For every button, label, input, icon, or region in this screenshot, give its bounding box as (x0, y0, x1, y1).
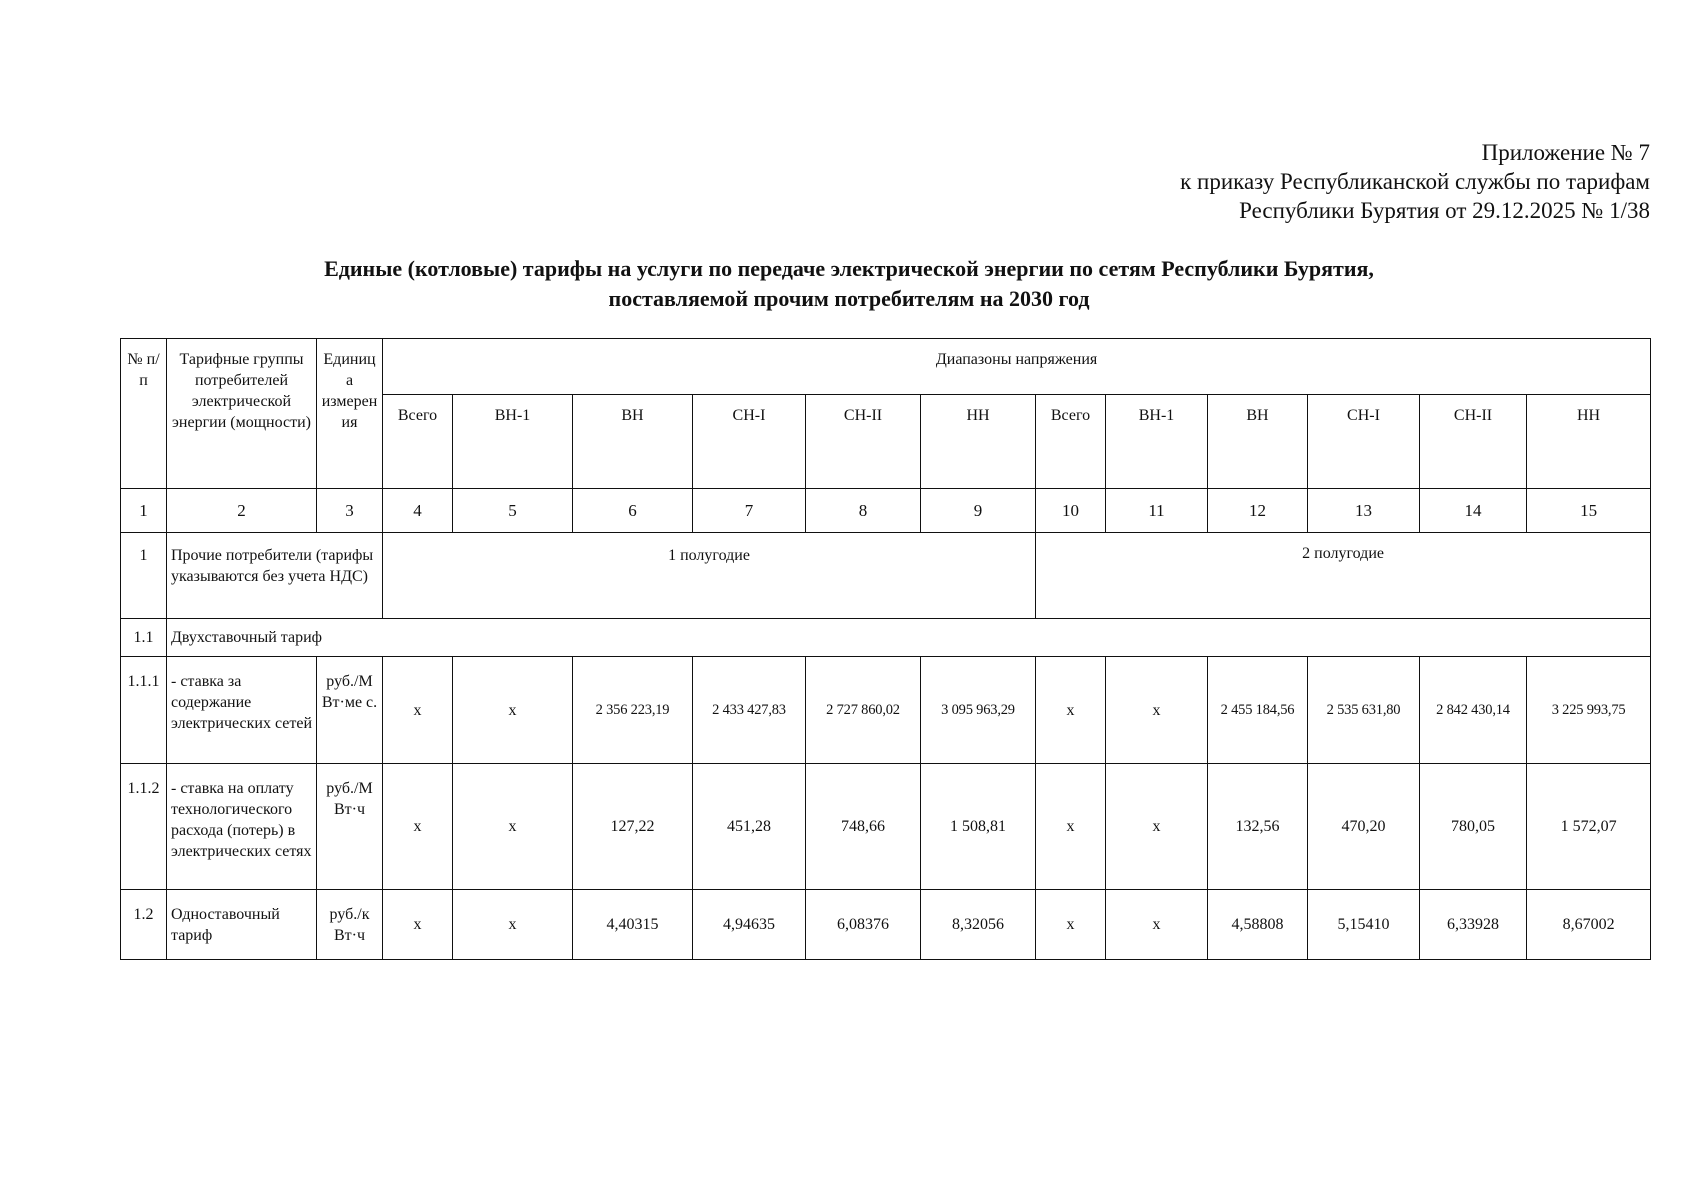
row-unit: руб./М Вт·ч (317, 763, 383, 889)
title-line-2: поставляемой прочим потребителям на 2030 год (608, 286, 1090, 311)
value-cell: 8,32056 (921, 889, 1036, 959)
value-cell: 6,33928 (1420, 889, 1527, 959)
value-cell: 2 842 430,14 (1420, 657, 1527, 763)
value-cell: 4,94635 (693, 889, 806, 959)
value-cell: x (1106, 763, 1208, 889)
value-cell: 4,58808 (1208, 889, 1308, 959)
value-cell: x (1036, 889, 1106, 959)
table-row (121, 889, 1651, 959)
value-cell: 2 356 223,19 (573, 657, 693, 763)
header-level: СН-I (693, 395, 806, 489)
tariff-table (120, 338, 1651, 960)
column-number: 6 (573, 489, 693, 533)
value-cell: 1 572,07 (1527, 763, 1651, 889)
row-name: Одноставочный тариф (167, 889, 317, 959)
row-no: 1.1.2 (121, 763, 167, 889)
header-group: Тарифные группы потребителей электрической энергии (мощности) (167, 339, 317, 489)
header-level: Всего (383, 395, 453, 489)
value-cell: x (1106, 657, 1208, 763)
header-level: СН-II (1420, 395, 1527, 489)
value-cell: 132,56 (1208, 763, 1308, 889)
value-cell: 780,05 (1420, 763, 1527, 889)
header-level: ВН-1 (1106, 395, 1208, 489)
annex-line-2: к приказу Республиканской службы по тарифам (1180, 169, 1650, 194)
table-row (121, 763, 1651, 889)
header-level: НН (1527, 395, 1651, 489)
row-name: - ставка за содержание электрических сетей (167, 657, 317, 763)
column-number-row (121, 489, 1651, 533)
half-year-1: 1 полугодие (383, 533, 1036, 619)
value-cell: x (453, 657, 573, 763)
header-unit: Единиц а измерен ия (317, 339, 383, 489)
value-cell: 3 225 993,75 (1527, 657, 1651, 763)
header-level: ВН (1208, 395, 1308, 489)
header-level: СН-I (1308, 395, 1420, 489)
value-cell: 127,22 (573, 763, 693, 889)
row-unit: руб./М Вт·ме с. (317, 657, 383, 763)
section-row-other-consumers (121, 533, 1651, 619)
column-number: 5 (453, 489, 573, 533)
column-number: 4 (383, 489, 453, 533)
section-no: 1 (121, 533, 167, 619)
value-cell: 4,40315 (573, 889, 693, 959)
table-header-row (121, 339, 1651, 395)
column-number: 9 (921, 489, 1036, 533)
row-no: 1.2 (121, 889, 167, 959)
value-cell: x (383, 657, 453, 763)
value-cell: 2 535 631,80 (1308, 657, 1420, 763)
column-number: 10 (1036, 489, 1106, 533)
value-cell: 8,67002 (1527, 889, 1651, 959)
header-no: № п/п (121, 339, 167, 489)
section-name: Прочие потребители (тарифы указываются без учета НДС) (167, 533, 383, 619)
header-level: СН-II (806, 395, 921, 489)
value-cell: x (383, 763, 453, 889)
value-cell: 451,28 (693, 763, 806, 889)
value-cell: 6,08376 (806, 889, 921, 959)
value-cell: x (1036, 657, 1106, 763)
column-number: 8 (806, 489, 921, 533)
column-number: 13 (1308, 489, 1420, 533)
row-unit: руб./к Вт·ч (317, 889, 383, 959)
header-level: Всего (1036, 395, 1106, 489)
value-cell: x (453, 763, 573, 889)
value-cell: x (1036, 763, 1106, 889)
value-cell: 5,15410 (1308, 889, 1420, 959)
value-cell: x (453, 889, 573, 959)
header-level: ВН-1 (453, 395, 573, 489)
value-cell: 3 095 963,29 (921, 657, 1036, 763)
annex-header (1180, 138, 1650, 225)
value-cell: x (1106, 889, 1208, 959)
header-level: ВН (573, 395, 693, 489)
row-name: - ставка на оплату технологического расхода (потерь) в электрических сетях (167, 763, 317, 889)
column-number: 14 (1420, 489, 1527, 533)
document-title (0, 254, 1698, 314)
value-cell: 748,66 (806, 763, 921, 889)
half-year-2: 2 полугодие (1036, 533, 1651, 619)
section-no: 1.1 (121, 619, 167, 657)
section-name: Двухставочный тариф (167, 619, 1651, 657)
value-cell: x (383, 889, 453, 959)
column-number: 1 (121, 489, 167, 533)
column-number: 12 (1208, 489, 1308, 533)
header-level: НН (921, 395, 1036, 489)
title-line-1: Единые (котловые) тарифы на услуги по передаче электрической энергии по сетям Республики Бурятия, (324, 256, 1374, 281)
annex-line-3: Республики Бурятия от 29.12.2025 № 1/38 (1239, 198, 1650, 223)
row-no: 1.1.1 (121, 657, 167, 763)
column-number: 11 (1106, 489, 1208, 533)
value-cell: 2 433 427,83 (693, 657, 806, 763)
table-row (121, 657, 1651, 763)
column-number: 3 (317, 489, 383, 533)
value-cell: 2 727 860,02 (806, 657, 921, 763)
column-number: 7 (693, 489, 806, 533)
annex-line-1: Приложение № 7 (1481, 140, 1650, 165)
value-cell: 1 508,81 (921, 763, 1036, 889)
value-cell: 470,20 (1308, 763, 1420, 889)
section-row-two-part-tariff (121, 619, 1651, 657)
value-cell: 2 455 184,56 (1208, 657, 1308, 763)
header-voltage-ranges: Диапазоны напряжения (383, 339, 1651, 395)
column-number: 2 (167, 489, 317, 533)
column-number: 15 (1527, 489, 1651, 533)
